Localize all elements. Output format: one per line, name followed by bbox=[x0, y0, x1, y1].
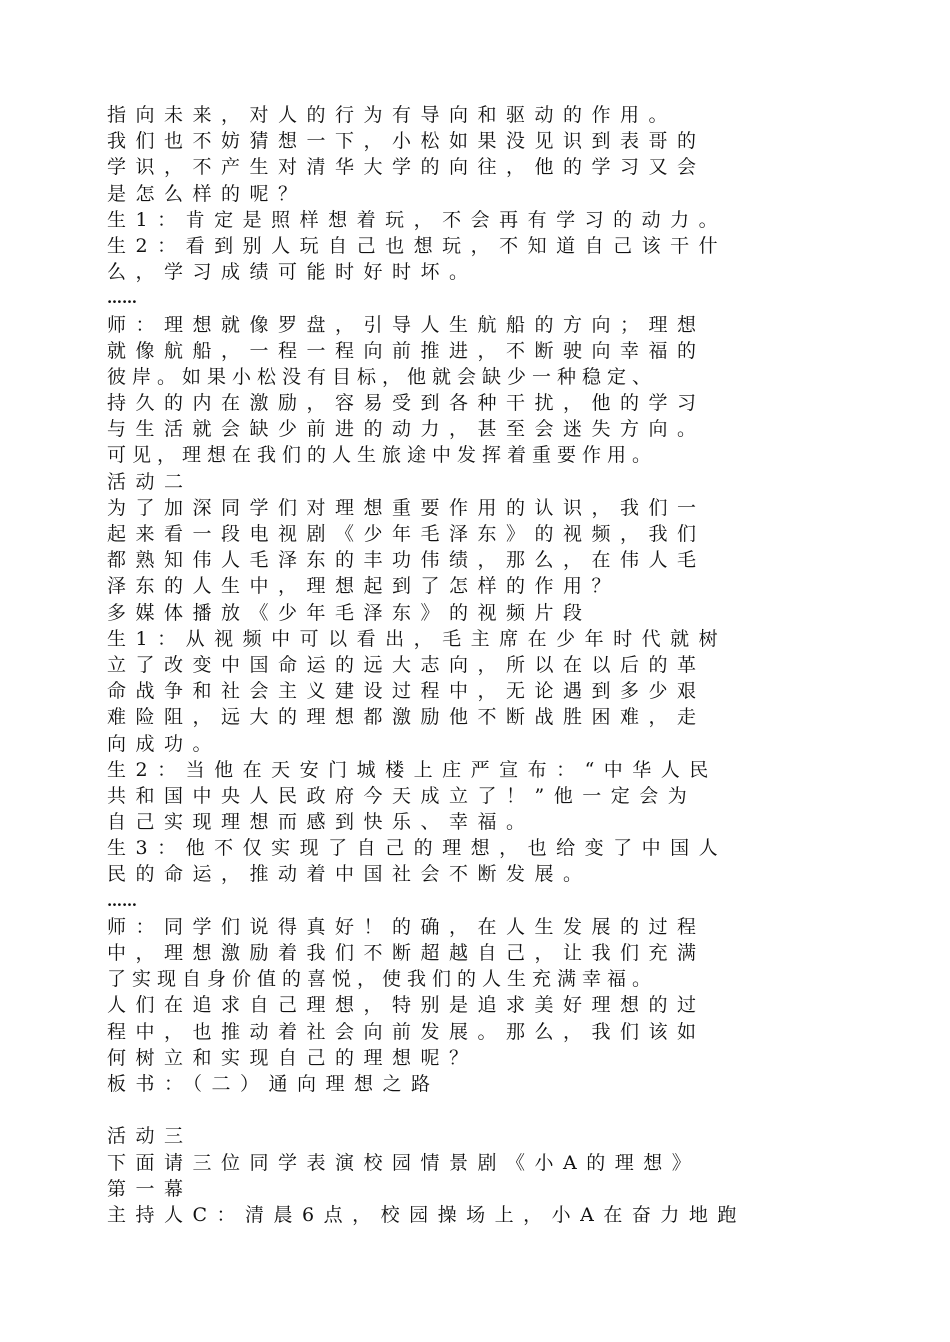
text-line: 泽东的人生中，理想起到了怎样的作用？ bbox=[107, 575, 621, 598]
text-line: 持久的内在激励，容易受到各种干扰，他的学习 bbox=[107, 392, 706, 415]
text-line: 民的命运，推动着中国社会不断发展。 bbox=[107, 863, 592, 886]
text-line: 与生活就会缺少前进的动力，甚至会迷失方向。 bbox=[107, 418, 706, 441]
text-line: 中，理想激励着我们不断超越自己，让我们充满 bbox=[107, 942, 706, 964]
text-line: 生1：肯定是照样想着玩，不会再有学习的动力。 bbox=[107, 208, 728, 231]
text-line: 学识，不产生对清华大学的向往，他的学习又会 bbox=[107, 156, 706, 179]
text-line: 师：同学们说得真好！的确，在人生发展的过程 bbox=[107, 915, 706, 938]
text-line: 生2：看到别人玩自己也想玩，不知道自己该干什 bbox=[107, 234, 728, 257]
text-line: 向成功。 bbox=[107, 732, 222, 755]
ellipsis-line: …… bbox=[107, 289, 137, 308]
text-line: 生3：他不仅实现了自己的理想，也给变了中国人 bbox=[107, 837, 728, 860]
text-line: 师：理想就像罗盘，引导人生航船的方向；理想 bbox=[107, 313, 706, 336]
scene-heading: 第一幕 bbox=[107, 1177, 193, 1200]
text-line: 了实现自身价值的喜悦，使我们的人生充满幸福。 bbox=[107, 968, 658, 991]
text-line: 指向未来，对人的行为有导向和驱动的作用。 bbox=[107, 104, 678, 126]
text-line: 是怎么样的呢？ bbox=[107, 182, 307, 205]
text-line: 彼岸。如果小松没有目标，他就会缺少一种稳定、 bbox=[107, 365, 658, 388]
text-line: 自己实现理想而感到快乐、幸福。 bbox=[107, 811, 535, 834]
text-line: 生1：从视频中可以看出，毛主席在少年时代就树 bbox=[107, 627, 728, 650]
text-line: 主持人C：清晨6点，校园操场上，小A在奋力地跑 bbox=[107, 1203, 746, 1226]
activity-heading: 活动三 bbox=[107, 1125, 193, 1148]
text-line: 起来看一段电视剧《少年毛泽东》的视频，我们 bbox=[107, 523, 706, 545]
text-line: 立了改变中国命运的远大志向，所以在以后的革 bbox=[107, 653, 706, 676]
text-line: 何树立和实现自己的理想呢？ bbox=[107, 1046, 478, 1069]
blank-line bbox=[107, 1097, 867, 1123]
text-line: 就像航船，一程一程向前推进，不断驶向幸福的 bbox=[107, 339, 706, 362]
blackboard-heading: 板书：（二）通向理想之路 bbox=[107, 1072, 440, 1095]
text-line: 可见，理想在我们的人生旅途中发挥着重要作用。 bbox=[107, 444, 658, 467]
text-line: 都熟知伟人毛泽东的丰功伟绩，那么，在伟人毛 bbox=[107, 549, 706, 572]
text-line: 生2：当他在天安门城楼上庄严宣布：“中华人民 bbox=[107, 758, 718, 781]
activity-heading: 活动二 bbox=[107, 470, 193, 493]
text-line: 下面请三位同学表演校园情景剧《小A的理想》 bbox=[107, 1151, 701, 1174]
text-line: 人们在追求自己理想，特别是追求美好理想的过 bbox=[107, 994, 706, 1017]
text-line: 为了加深同学们对理想重要作用的认识，我们一 bbox=[107, 496, 706, 519]
text-line: 共和国中央人民政府今天成立了！”他一定会为 bbox=[107, 784, 697, 807]
text-line: 么，学习成绩可能时好时坏。 bbox=[107, 261, 478, 284]
text-line: 难险阻，远大的理想都激励他不断战胜困难，走 bbox=[107, 706, 706, 729]
text-line: 程中，也推动着社会向前发展。那么，我们该如 bbox=[107, 1020, 706, 1043]
text-line: 多媒体播放《少年毛泽东》的视频片段 bbox=[107, 601, 592, 624]
ellipsis-line: …… bbox=[107, 891, 137, 910]
text-line: 我们也不妨猜想一下，小松如果没见识到表哥的 bbox=[107, 130, 706, 153]
text-line: 命战争和社会主义建设过程中，无论遇到多少艰 bbox=[107, 680, 706, 703]
document-body bbox=[107, 102, 867, 1228]
